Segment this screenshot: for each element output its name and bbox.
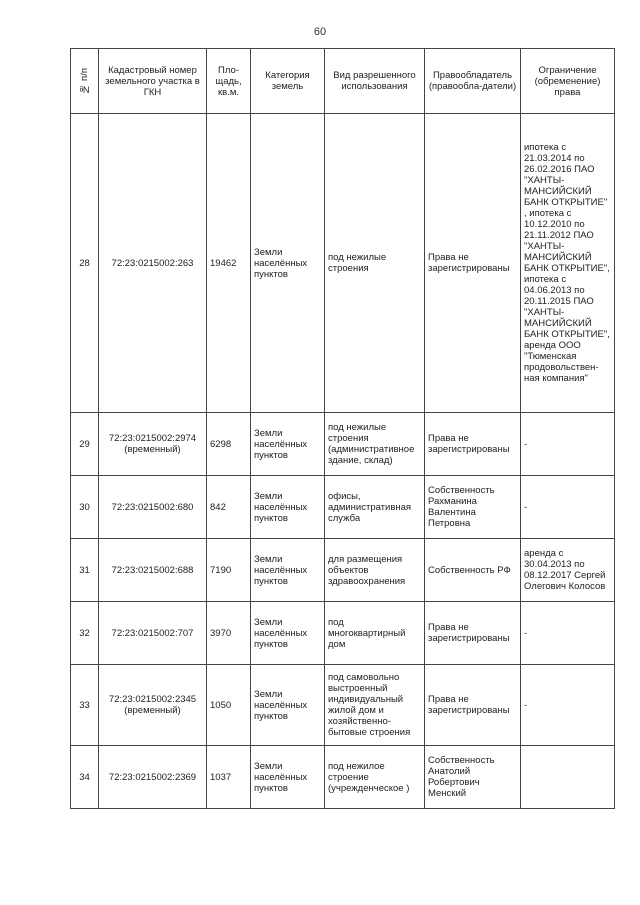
cell-limitation: - — [521, 602, 615, 665]
page-number: 60 — [313, 26, 327, 38]
cell-use: под нежилые строения — [325, 114, 425, 413]
cell-owner: Собственность Рахманина Валентина Петровна — [425, 476, 521, 539]
cell-num: 33 — [71, 665, 99, 746]
cell-num: 34 — [71, 746, 99, 809]
header-limitation: Ограничение (обременение) права — [521, 49, 615, 114]
cell-cadastral: 72:23:0215002:2345 (временный) — [99, 665, 207, 746]
cell-cadastral: 72:23:0215002:2974 (временный) — [99, 413, 207, 476]
cell-owner: Права не зарегистрированы — [425, 114, 521, 413]
table-row — [71, 476, 615, 539]
cell-num: 28 — [71, 114, 99, 413]
cell-cadastral: 72:23:0215002:680 — [99, 476, 207, 539]
cell-use: под самовольно выстроенный индивидуальный жилой дом и хозяйственно-бытовые строения — [325, 665, 425, 746]
cell-owner: Собственность РФ — [425, 539, 521, 602]
cell-category: Земли населённых пунктов — [251, 476, 325, 539]
cell-owner: Права не зарегистрированы — [425, 665, 521, 746]
cell-category: Земли населённых пунктов — [251, 602, 325, 665]
land-registry-table — [70, 48, 615, 809]
cell-category: Земли населённых пунктов — [251, 413, 325, 476]
cell-owner: Права не зарегистрированы — [425, 413, 521, 476]
table-row — [71, 665, 615, 746]
header-cadastral: Кадастровый номер земельного участка в ГКН — [99, 49, 207, 114]
cell-use: под многоквартирный дом — [325, 602, 425, 665]
cell-num: 29 — [71, 413, 99, 476]
cell-area: 19462 — [207, 114, 251, 413]
table-row — [71, 114, 615, 413]
cell-limitation: - — [521, 665, 615, 746]
cell-use: под нежилое строение (учрежденческое ) — [325, 746, 425, 809]
cell-category: Земли населённых пунктов — [251, 114, 325, 413]
cell-cadastral: 72:23:0215002:2369 — [99, 746, 207, 809]
table-row — [71, 602, 615, 665]
table-row — [71, 413, 615, 476]
cell-limitation — [521, 746, 615, 809]
cell-area: 3970 — [207, 602, 251, 665]
cell-num: 31 — [71, 539, 99, 602]
cell-cadastral: 72:23:0215002:707 — [99, 602, 207, 665]
cell-category: Земли населённых пунктов — [251, 746, 325, 809]
cell-limitation: - — [521, 413, 615, 476]
cell-use: для размещения объектов здравоохранения — [325, 539, 425, 602]
cell-area: 1037 — [207, 746, 251, 809]
header-use: Вид разрешенного использования — [325, 49, 425, 114]
cell-limitation: аренда с 30.04.2013 по 08.12.2017 Сергей Олегович Колосов — [521, 539, 615, 602]
cell-area: 7190 — [207, 539, 251, 602]
cell-area: 842 — [207, 476, 251, 539]
header-category: Категория земель — [251, 49, 325, 114]
cell-owner: Собственность Анатолий Робертович Менский — [425, 746, 521, 809]
header-row — [71, 49, 615, 114]
cell-limitation: - — [521, 476, 615, 539]
table-row — [71, 746, 615, 809]
cell-use: офисы, административная служба — [325, 476, 425, 539]
header-num — [71, 49, 99, 114]
cell-use: под нежилые строения (административное здание, склад) — [325, 413, 425, 476]
cell-num: 30 — [71, 476, 99, 539]
cell-cadastral: 72:23:0215002:263 — [99, 114, 207, 413]
cell-owner: Права не зарегистрированы — [425, 602, 521, 665]
cell-area: 1050 — [207, 665, 251, 746]
cell-category: Земли населённых пунктов — [251, 539, 325, 602]
cell-num: 32 — [71, 602, 99, 665]
header-owner: Правообладатель (правообла-датели) — [425, 49, 521, 114]
table-row — [71, 539, 615, 602]
cell-area: 6298 — [207, 413, 251, 476]
header-num-label: № п/п — [79, 67, 90, 95]
header-area: Пло-щадь, кв.м. — [207, 49, 251, 114]
cell-category: Земли населённых пунктов — [251, 665, 325, 746]
cell-cadastral: 72:23:0215002:688 — [99, 539, 207, 602]
cell-limitation: ипотека с 21.03.2014 по 26.02.2016 ПАО "ХАНТЫ-МАНСИЙСКИЙ БАНК ОТКРЫТИЕ" , ипотека с 10.12.2010 по 21.11.2012 ПАО "ХАНТЫ-МАНСИЙСКИЙ БАНК ОТКРЫТИЕ", ипотека с 04.06.2013 по 20.11.2015 ПАО "ХАНТЫ-МАНСИЙСКИЙ БАНК ОТКРЫТИЕ", аренда ООО "Тюменская продовольствен-ная компания" — [521, 114, 615, 413]
